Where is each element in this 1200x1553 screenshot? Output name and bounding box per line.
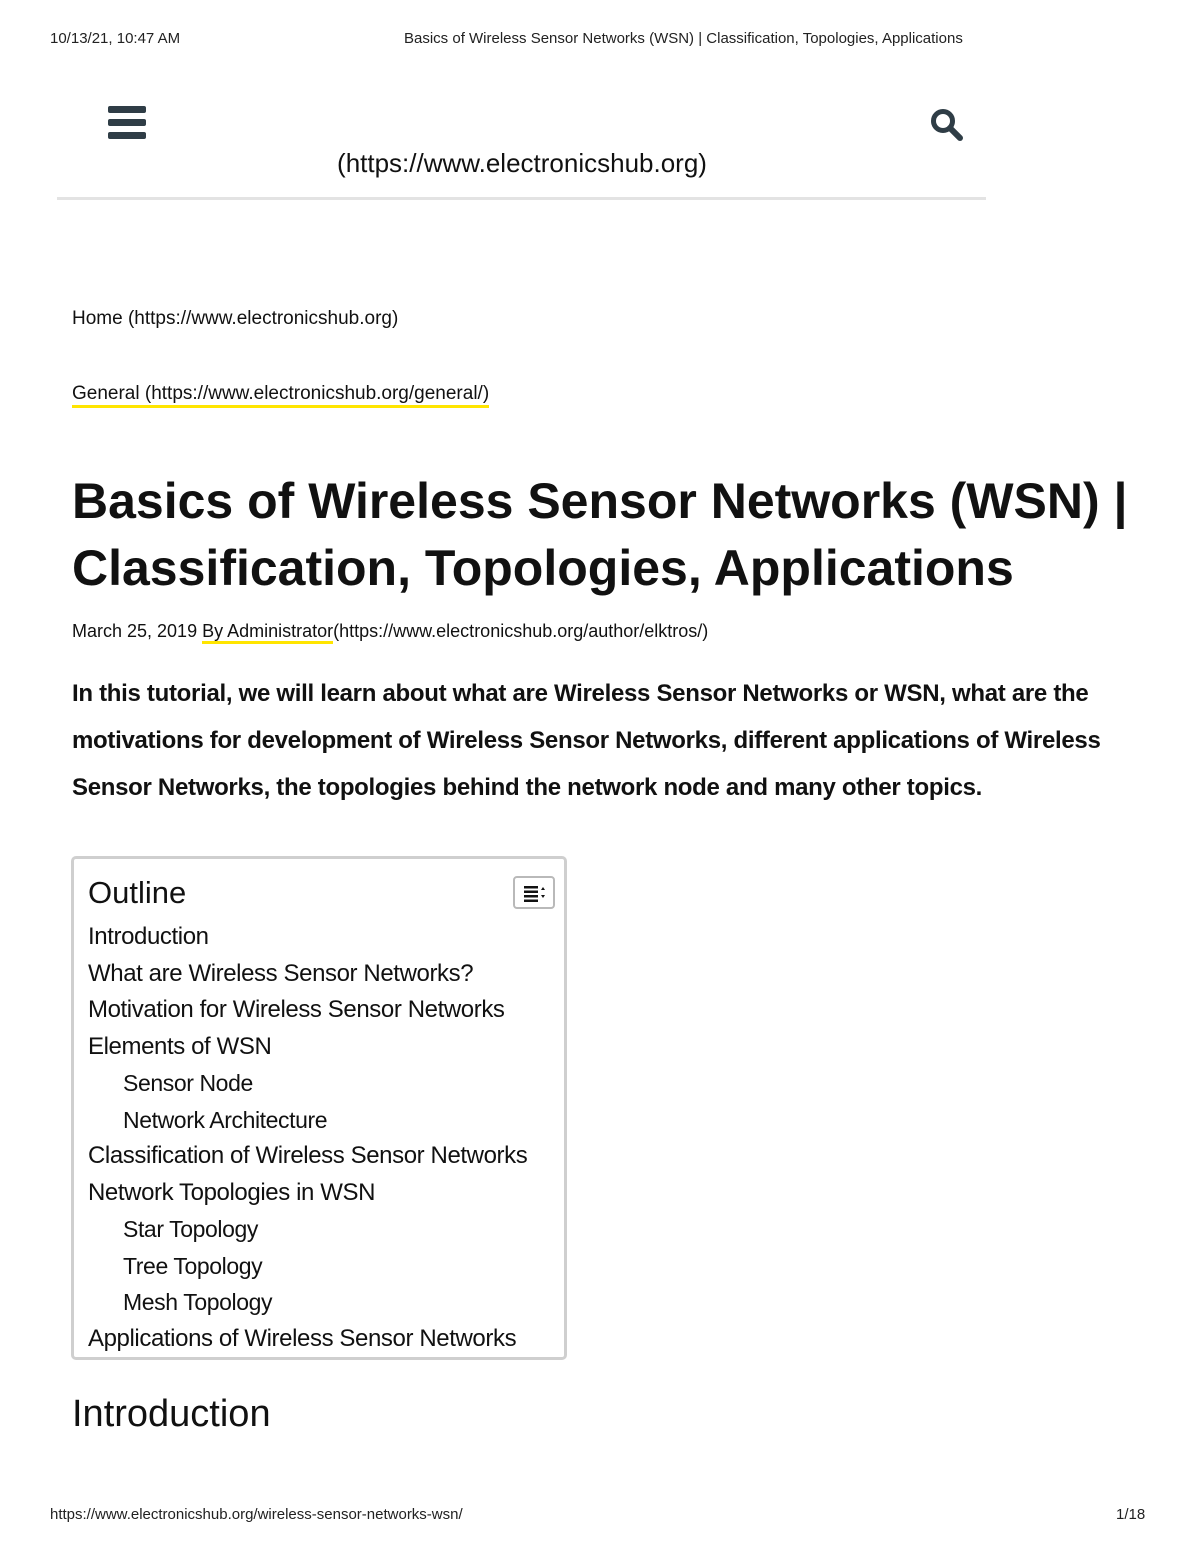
print-url: https://www.electronicshub.org/wireless-sensor-networks-wsn/ (50, 1506, 463, 1523)
toc-title: Outline (88, 875, 187, 910)
breadcrumb-home[interactable] (72, 308, 398, 330)
article-title: Basics of Wireless Sensor Networks (WSN) | Classification, Topologies, Applications (72, 473, 1128, 596)
menu-bar (108, 106, 146, 113)
article-lead: In this tutorial, we will learn about what are Wireless Sensor Networks or WSN, what are the motivations for development of Wireless Sensor Networks, different applications of Wireless Sensor Networks, the topologies behind the network node and many other topics. (72, 680, 1101, 801)
toc-item[interactable]: Motivation for Wireless Sensor Networks (88, 996, 505, 1023)
toc-item[interactable]: Classification of Wireless Sensor Networks (88, 1142, 528, 1169)
print-page-title: Basics of Wireless Sensor Networks (WSN) | Classification, Topologies, Applications (404, 30, 963, 47)
site-home-link[interactable]: (https://www.electronicshub.org) (337, 148, 707, 178)
toc-item[interactable]: Star Topology (123, 1216, 259, 1242)
print-datetime: 10/13/21, 10:47 AM (50, 30, 181, 47)
breadcrumb-general[interactable] (72, 383, 489, 405)
toc-item[interactable]: Elements of WSN (88, 1032, 272, 1060)
table-of-contents (71, 856, 567, 1360)
menu-bar (108, 132, 146, 139)
toc-item[interactable]: Applications of Wireless Sensor Networks (88, 1324, 517, 1352)
print-page-number: 1/18 (1116, 1506, 1146, 1523)
toc-item[interactable]: Introduction (88, 923, 209, 950)
search-icon-svg (930, 108, 964, 142)
author-link[interactable]: By Administrator (202, 621, 333, 644)
menu-bar (108, 119, 146, 126)
list-toggle-icon-svg (515, 878, 553, 907)
toc-item[interactable]: Sensor Node (123, 1070, 253, 1096)
publish-date: March 25, 2019 (72, 621, 198, 641)
breadcrumb-general-label: General (https://www.electronicshub.org/general/) (72, 383, 489, 408)
section-heading-introduction: Introduction (72, 1393, 271, 1435)
toc-item[interactable]: Network Topologies in WSN (88, 1178, 376, 1206)
breadcrumb-home-label: Home (https://www.electronicshub.org) (72, 308, 399, 329)
hamburger-menu-icon[interactable] (108, 106, 146, 140)
search-icon[interactable] (930, 108, 964, 142)
toc-list (88, 919, 527, 1357)
author-url: (https://www.electronicshub.org/author/elktros/) (333, 621, 709, 641)
list-toggle-icon[interactable] (513, 876, 555, 909)
header-divider (57, 197, 986, 200)
toc-item[interactable]: Mesh Topology (123, 1289, 273, 1315)
toc-item[interactable]: What are Wireless Sensor Networks? (88, 959, 474, 987)
toc-item[interactable]: Tree Topology (123, 1252, 263, 1279)
toc-item[interactable]: Network Architecture (123, 1106, 328, 1133)
article-meta (72, 621, 708, 642)
